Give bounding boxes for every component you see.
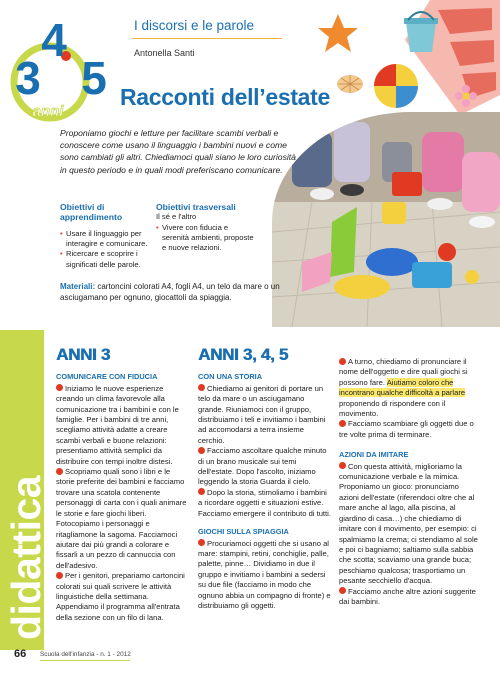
bullet-icon — [56, 384, 63, 391]
age-four: 4 — [41, 14, 67, 66]
paragraph: Scopriamo quali sono i libri e le storie preferite dei bambini e facciamo trovare una scatola contenente personaggi di carta con i quali animare le storie e fare giochi liberi. Fotocopiamo i personaggi e ritagliamone la sagoma. Facciamoci aiutare dai più grandi a colorare e fissarli a un pezzo di cannuccia con dell'adesivo. — [56, 467, 187, 570]
shell-icon — [337, 75, 363, 93]
paragraph: Facciamo ascoltare qualche minuto di un brano musicale sui temi dell'estate. Dopo l'ascolto, iniziamo leggendo la storia Guarda il cielo. — [198, 446, 327, 487]
magazine-citation: Scuola dell'infanzia - n. 1 - 2012 — [40, 651, 131, 658]
section-tab-label: didattica — [3, 475, 49, 640]
bullet-icon — [56, 572, 63, 579]
objective-item: • Vivere con fiducia e serenità ambienti, proposte e nuove relazioni. — [156, 223, 256, 254]
bullet-icon — [56, 468, 63, 475]
column-continuation — [339, 357, 479, 607]
materials-text — [60, 282, 280, 303]
bullet-icon — [198, 447, 205, 454]
beach-illustration — [310, 0, 500, 115]
age-label: anni — [32, 103, 64, 120]
section-subheading: AZIONI DA IMITARE — [339, 450, 409, 460]
objectives-transversal-list — [156, 223, 256, 254]
bullet-icon — [198, 539, 205, 546]
objective-item: • Usare il linguaggio per interagire e comunicare. — [60, 229, 150, 249]
paragraph: Procuriamoci oggetti che si usano al mare: stampini, retini, conchiglie, palle, palette, pinne… Dividiamo in due il gruppo e invitiamo i bambini a sedersi su due file (facciamo in modo che ognuno abbia un compagno di fronte) e distribuiamo gli oggetti. — [198, 538, 331, 610]
objectives-transversal-title: Obiettivi trasversali — [156, 202, 236, 212]
page-title: Racconti dell’estate — [120, 84, 331, 110]
series-rule — [132, 38, 282, 39]
age-three: 3 — [15, 52, 41, 104]
page-number: 66 — [14, 648, 27, 660]
beach-towel-illustration — [405, 0, 500, 115]
bullet-icon — [339, 420, 346, 427]
bullet-icon — [198, 488, 205, 495]
beach-ball-icon — [374, 64, 418, 108]
section-subheading: CON UNA STORIA — [198, 372, 263, 382]
highlighted-text: Aiutiamo coloro che incontrano qualche difficoltà a parlare — [339, 377, 466, 398]
paragraph: Facciamo scambiare gli oggetti due o tre volte prima di terminare. — [339, 419, 474, 439]
paragraph: A turno, chiediamo di pronunciare il nome dell'oggetto e dire quali giochi si possono fare. Aiutiamo coloro che incontrano qualche difficoltà a parlare proponendo di rispondere con il movimento. — [339, 357, 468, 419]
objectives-learning-title: Obiettivi di apprendimento — [60, 202, 123, 222]
paragraph: Dopo la storia, stimoliamo i bambini a ricordare oggetti e situazioni estive. Facciamo emergere il contributo di tutti. — [198, 487, 331, 518]
paragraph: Chiediamo ai genitori di portare un telo da mare o un asciugamano grande. Riuniamoci con il gruppo, distribuiamo i teli e invitiamo i bambini ad accomodarsi a terra insieme cerchio. — [198, 383, 326, 445]
column-age-3 — [56, 345, 190, 623]
section-subheading: COMUNICARE CON FIDUCIA — [56, 372, 158, 382]
objectives-transversal-subtitle: Il sé e l'altro — [156, 212, 197, 221]
ages-logo — [4, 12, 122, 124]
materials-label: Materiali: — [60, 282, 96, 291]
age-five: 5 — [81, 52, 107, 104]
bullet-icon — [198, 384, 205, 391]
author: Antonella Santi — [134, 48, 195, 58]
column-heading: ANNI 3, 4, 5 — [198, 345, 288, 364]
series-title: I discorsi e le parole — [134, 18, 255, 33]
materials-body: cartoncini colorati A4, fogli A4, un telo da mare o un asciugamano per ognuno, giocattoli da spiaggia. — [60, 282, 280, 302]
starfish-icon — [318, 14, 358, 52]
section-subheading: GIOCHI SULLA SPIAGGIA — [198, 527, 289, 537]
footer-rule — [40, 660, 130, 661]
paragraph: Iniziamo le nuove esperienze creando un clima favorevole alla comunicazione tra i bambini e con le famiglie. Per i bambini di tre anni, scegliamo attività adatte a creare scambi verbali e buone relazioni: presentiamo attività semplici da distribuire con tempi inoltre distesi. — [56, 383, 179, 466]
paragraph: Facciamo anche altre azioni suggerite dai bambini. — [339, 586, 476, 606]
bullet-icon — [339, 358, 346, 365]
objectives-learning-list — [60, 229, 150, 270]
objective-item: • Ricercare e scoprire i significati delle parole. — [60, 249, 150, 269]
paragraph: Con questa attività, miglioriamo la comunicazione verbale e la mimica. Proponiamo un gioco: pronunciamo azioni dell'estate (riferendoci oltre che al mare anche al lago, alla piscina, al giardino di casa…) che chiediamo di imitare con il movimento, per esempio: ci spalmiamo la crema; ci stendiamo al sole e poi ci bagniamo; saltiamo sulla sabbia che scotta; scaviamo una grande buca; peschiamo qualcosa; trasportiamo un pesante secchiello d'acqua. — [339, 461, 478, 586]
bullet-icon — [339, 587, 346, 594]
children-playing-photo — [272, 112, 500, 327]
column-heading: ANNI 3 — [56, 345, 110, 364]
intro-text: Proponiamo giochi e letture per facilitare scambi verbali e conoscere come usano il linguaggio i bambini nuovi e come sono cambiati gli altri. Chiediamoci quali siano le loro curiosità in questo periodo e in quali modi preferiscano comunicare. — [60, 128, 296, 175]
column-age-3-4-5 — [198, 345, 332, 611]
bullet-icon — [339, 462, 346, 469]
paragraph: Per i genitori, prepariamo cartoncini colorati sui quali scrivere le attività linguistiche della settimana. Appendiamo il programma all'entrata della sezione con un filo di lana. — [56, 571, 185, 622]
